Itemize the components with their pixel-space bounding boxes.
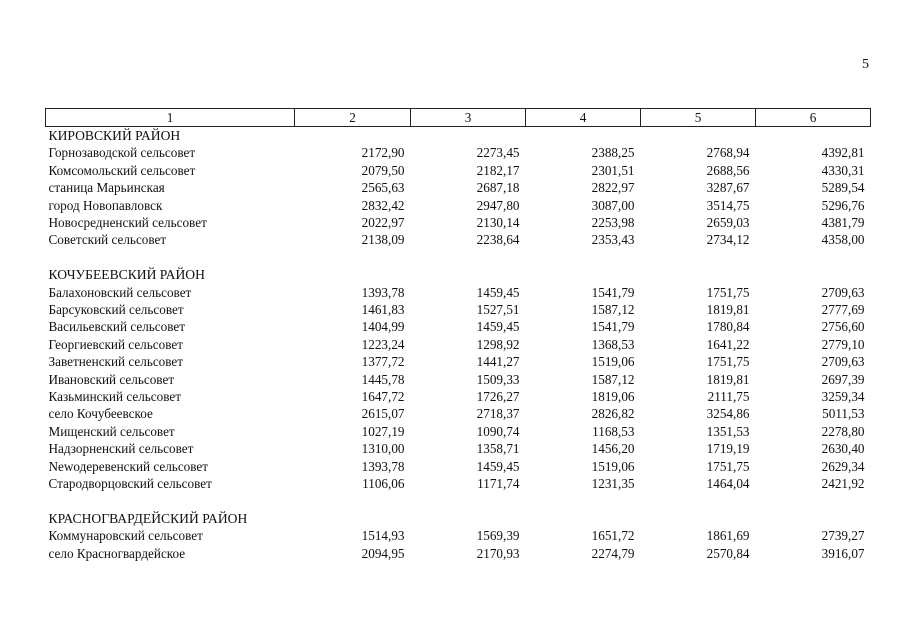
value-cell-col-6: 3916,07	[821, 545, 865, 561]
value-cell-col-2: 1027,19	[361, 423, 405, 439]
value-cell-col-4: 2274,79	[591, 545, 635, 561]
value-cell-col-6: 2709,63	[821, 284, 865, 300]
table-row	[46, 144, 871, 161]
value-cell-col-5: 2659,03	[706, 215, 750, 231]
value-cell-col-4: 1456,20	[591, 441, 635, 457]
value-cell-col-6: 2629,34	[821, 458, 865, 474]
value-cell-col-4: 1368,53	[591, 336, 635, 352]
page-number: 5	[862, 57, 869, 72]
settlement-name: Балахоновский сельсовет	[48, 284, 192, 300]
value-cell-col-3: 2718,37	[476, 406, 520, 422]
value-cell-col-5: 1780,84	[706, 319, 750, 335]
spacer-cell	[46, 493, 871, 510]
value-cell-col-3: 1527,51	[476, 302, 520, 318]
table-row	[46, 284, 871, 301]
value-cell-col-4: 1651,72	[591, 528, 635, 544]
column-header-3: 3	[411, 109, 526, 127]
settlement-name: Казьминский сельсовет	[48, 389, 182, 405]
table-row	[46, 214, 871, 231]
value-cell-col-2: 1223,24	[361, 336, 405, 352]
value-cell-col-4: 2353,43	[591, 232, 635, 248]
value-cell-col-4: 1541,79	[591, 284, 635, 300]
value-cell-col-3: 2182,17	[476, 162, 520, 178]
column-header-1: 1	[46, 109, 295, 127]
value-cell-col-2: 2138,09	[361, 232, 405, 248]
value-cell-col-4: 3087,00	[591, 197, 635, 213]
value-cell-col-5: 1861,69	[706, 528, 750, 544]
value-cell-col-2: 2094,95	[361, 545, 405, 561]
value-cell-col-4: 1519,06	[591, 458, 635, 474]
table-row	[46, 423, 871, 440]
value-cell-col-6: 4381,79	[821, 215, 865, 231]
value-cell-col-3: 1459,45	[476, 284, 520, 300]
settlement-name: Советский сельсовет	[48, 232, 167, 248]
table-row	[46, 336, 871, 353]
value-cell-col-3: 1441,27	[476, 354, 520, 370]
value-cell-col-3: 1459,45	[476, 458, 520, 474]
section-spacer	[46, 493, 871, 510]
table-row	[46, 318, 871, 335]
value-cell-col-2: 1393,78	[361, 458, 405, 474]
value-cell-col-6: 5296,76	[821, 197, 865, 213]
table-body	[46, 127, 871, 563]
header-row	[46, 109, 871, 127]
value-cell-col-4: 2388,25	[591, 145, 635, 161]
value-cell-col-6: 2630,40	[821, 441, 865, 457]
value-cell-col-6: 4330,31	[821, 162, 865, 178]
value-cell-col-4: 1587,12	[591, 371, 635, 387]
value-cell-col-2: 1404,99	[361, 319, 405, 335]
value-cell-col-5: 2734,12	[706, 232, 750, 248]
section-title: КРАСНОГВАРДЕЙСКИЙ РАЙОН	[48, 510, 248, 526]
table-row	[46, 179, 871, 196]
tariff-table	[45, 108, 871, 562]
value-cell-col-2: 1310,00	[361, 441, 405, 457]
spacer-cell	[46, 249, 871, 266]
settlement-name: Newодеревенский сельсовет	[48, 458, 209, 474]
value-cell-col-2: 1106,06	[362, 476, 405, 492]
value-cell-col-4: 1231,35	[591, 476, 635, 492]
value-cell-col-6: 2739,27	[821, 528, 865, 544]
value-cell-col-4: 1819,06	[591, 389, 635, 405]
value-cell-col-5: 1641,22	[706, 336, 750, 352]
value-cell-col-5: 3254,86	[706, 406, 750, 422]
settlement-name: Ивановский сельсовет	[48, 371, 175, 387]
value-cell-col-6: 2709,63	[821, 354, 865, 370]
value-cell-col-4: 1168,53	[592, 423, 635, 439]
settlement-name: Барсуковский сельсовет	[48, 302, 184, 318]
value-cell-col-5: 2688,56	[706, 162, 750, 178]
value-cell-col-6: 2421,92	[821, 476, 865, 492]
settlement-name: село Красногвардейское	[48, 545, 186, 561]
value-cell-col-5: 2768,94	[706, 145, 750, 161]
column-header-4: 4	[526, 109, 641, 127]
value-cell-col-2: 1647,72	[361, 389, 405, 405]
value-cell-col-2: 1377,72	[361, 354, 405, 370]
value-cell-col-5: 1351,53	[706, 423, 750, 439]
value-cell-col-3: 2273,45	[476, 145, 520, 161]
column-header-5: 5	[641, 109, 756, 127]
settlement-name: Коммунаровский сельсовет	[48, 528, 203, 544]
value-cell-col-3: 1459,45	[476, 319, 520, 335]
value-cell-col-6: 3259,34	[821, 389, 865, 405]
value-cell-col-5: 1751,75	[706, 284, 750, 300]
value-cell-col-3: 1726,27	[476, 389, 520, 405]
settlement-name: станица Марьинская	[48, 180, 165, 196]
settlement-name: село Кочубеевское	[48, 406, 153, 422]
settlement-name: Комсомольский сельсовет	[48, 162, 196, 178]
value-cell-col-4: 2822,97	[591, 180, 635, 196]
section-title: КОЧУБЕЕВСКИЙ РАЙОН	[48, 267, 205, 283]
settlement-name: Горнозаводской сельсовет	[48, 145, 196, 161]
value-cell-col-5: 1751,75	[706, 354, 750, 370]
value-cell-col-6: 5289,54	[821, 180, 865, 196]
value-cell-col-4: 2301,51	[591, 162, 635, 178]
table-row	[46, 388, 871, 405]
value-cell-col-3: 2238,64	[476, 232, 520, 248]
value-cell-col-6: 2278,80	[821, 423, 865, 439]
value-cell-col-4: 1587,12	[591, 302, 635, 318]
value-cell-col-2: 1461,83	[361, 302, 405, 318]
value-cell-col-3: 2170,93	[476, 545, 520, 561]
tariff-table-container	[45, 108, 870, 562]
value-cell-col-4: 2826,82	[591, 406, 635, 422]
settlement-name: Надзорненский сельсовет	[48, 441, 194, 457]
table-row	[46, 527, 871, 544]
value-cell-col-5: 3514,75	[706, 197, 750, 213]
value-cell-col-3: 2947,80	[476, 197, 520, 213]
value-cell-col-2: 2615,07	[361, 406, 405, 422]
value-cell-col-6: 2779,10	[821, 336, 865, 352]
value-cell-col-5: 1719,19	[706, 441, 750, 457]
value-cell-col-2: 2022,97	[361, 215, 405, 231]
value-cell-col-2: 2832,42	[361, 197, 405, 213]
table-row	[46, 371, 871, 388]
column-header-6: 6	[756, 109, 871, 127]
value-cell-col-6: 2697,39	[821, 371, 865, 387]
table-row	[46, 440, 871, 457]
value-cell-col-2: 1445,78	[361, 371, 405, 387]
value-cell-col-5: 3287,67	[706, 180, 750, 196]
section-title: КИРОВСКИЙ РАЙОН	[48, 128, 181, 143]
value-cell-col-5: 1464,04	[706, 476, 750, 492]
table-row	[46, 162, 871, 179]
table-row	[46, 301, 871, 318]
table-row	[46, 458, 871, 475]
value-cell-col-2: 2565,63	[361, 180, 405, 196]
value-cell-col-3: 1358,71	[476, 441, 520, 457]
value-cell-col-3: 1509,33	[476, 371, 520, 387]
table-row	[46, 197, 871, 214]
table-row	[46, 353, 871, 370]
value-cell-col-3: 1090,74	[476, 423, 520, 439]
value-cell-col-4: 1541,79	[591, 319, 635, 335]
value-cell-col-2: 2172,90	[361, 145, 405, 161]
table-row	[46, 231, 871, 248]
section-header-row	[46, 127, 871, 145]
value-cell-col-5: 2570,84	[706, 545, 750, 561]
value-cell-col-2: 2079,50	[361, 162, 405, 178]
value-cell-col-2: 1514,93	[361, 528, 405, 544]
column-header-2: 2	[295, 109, 411, 127]
settlement-name: Георгиевский сельсовет	[48, 336, 183, 352]
value-cell-col-3: 1171,74	[477, 476, 520, 492]
section-header-row	[46, 266, 871, 283]
value-cell-col-6: 2756,60	[821, 319, 865, 335]
value-cell-col-5: 1751,75	[706, 458, 750, 474]
value-cell-col-5: 2111,75	[707, 389, 750, 405]
value-cell-col-3: 2687,18	[476, 180, 520, 196]
value-cell-col-6: 4392,81	[821, 145, 865, 161]
value-cell-col-6: 5011,53	[822, 406, 865, 422]
value-cell-col-2: 1393,78	[361, 284, 405, 300]
value-cell-col-3: 1569,39	[476, 528, 520, 544]
table-row	[46, 475, 871, 492]
value-cell-col-5: 1819,81	[706, 371, 750, 387]
settlement-name: Мищенский сельсовет	[48, 423, 175, 439]
table-row	[46, 405, 871, 422]
section-spacer	[46, 249, 871, 266]
value-cell-col-5: 1819,81	[706, 302, 750, 318]
settlement-name: Новосредненский сельсовет	[48, 215, 207, 231]
value-cell-col-6: 2777,69	[821, 302, 865, 318]
value-cell-col-4: 2253,98	[591, 215, 635, 231]
section-header-row	[46, 510, 871, 527]
settlement-name: Стародворцовский сельсовет	[48, 476, 212, 492]
value-cell-col-3: 1298,92	[476, 336, 520, 352]
settlement-name: город Новопавловск	[48, 197, 163, 213]
settlement-name: Заветненский сельсовет	[48, 354, 184, 370]
value-cell-col-6: 4358,00	[821, 232, 865, 248]
settlement-name: Васильевский сельсовет	[48, 319, 186, 335]
table-row	[46, 545, 871, 562]
value-cell-col-3: 2130,14	[476, 215, 520, 231]
value-cell-col-4: 1519,06	[591, 354, 635, 370]
